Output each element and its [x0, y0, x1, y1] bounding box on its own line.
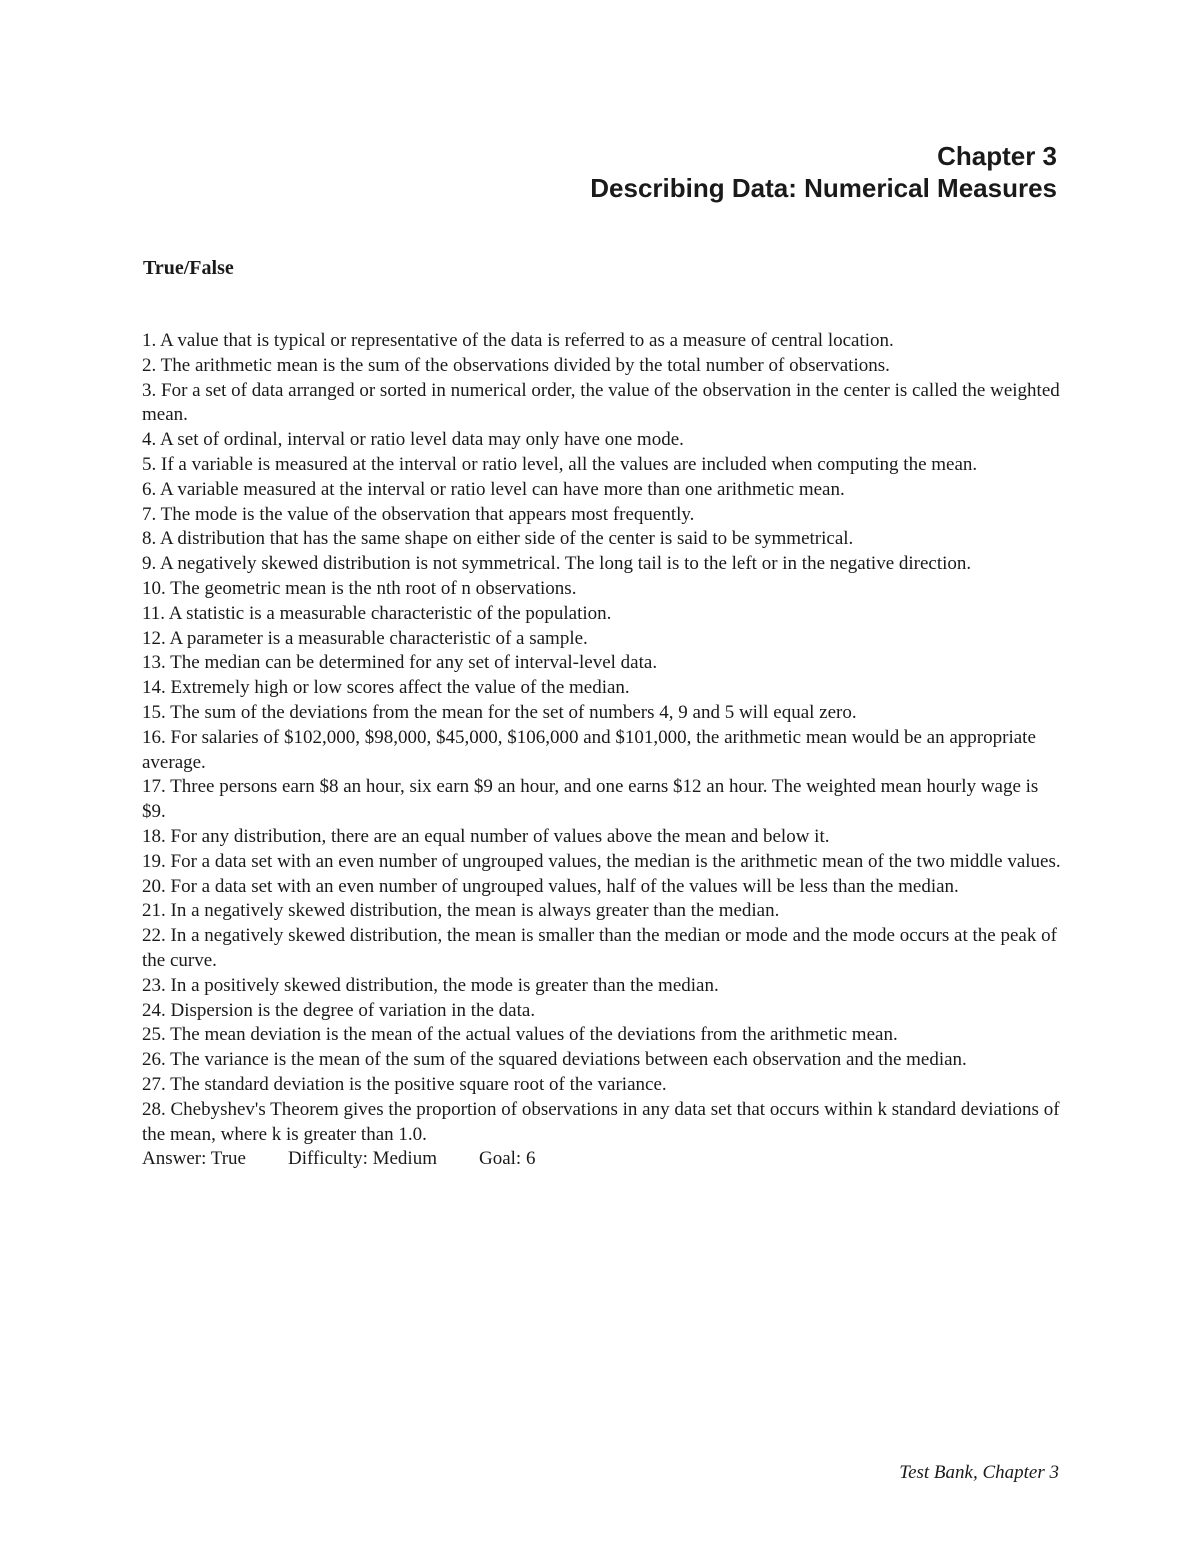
page-footer: Test Bank, Chapter 3 [899, 1462, 1059, 1483]
chapter-heading [590, 140, 1057, 204]
question-item: 26. The variance is the mean of the sum of the squared deviations between each observation and the median. [142, 1049, 967, 1071]
section-heading: True/False [143, 257, 234, 279]
question-item: 22. In a negatively skewed distribution, the mean is smaller than the median or mode and the mode occurs at the peak of the curve. [142, 925, 1057, 971]
chapter-number: Chapter 3 [937, 141, 1057, 171]
question-item: 5. If a variable is measured at the interval or ratio level, all the values are included when computing the mean. [142, 453, 978, 475]
question-item: 12. A parameter is a measurable characteristic of a sample. [142, 627, 588, 649]
question-item: 23. In a positively skewed distribution, the mode is greater than the median. [142, 974, 719, 996]
question-list [142, 329, 1062, 1172]
question-item: 8. A distribution that has the same shape on either side of the center is said to be symmetrical. [142, 528, 854, 550]
question-item: 15. The sum of the deviations from the mean for the set of numbers 4, 9 and 5 will equal zero. [142, 701, 857, 723]
question-item: 19. For a data set with an even number of ungrouped values, the median is the arithmetic mean of the two middle values. [142, 850, 1061, 872]
answer-line [142, 1147, 1062, 1172]
question-item: 28. Chebyshev's Theorem gives the proportion of observations in any data set that occurs within k standard deviations of the mean, where k is greater than 1.0. [142, 1098, 1060, 1145]
question-item: 27. The standard deviation is the positive square root of the variance. [142, 1073, 667, 1095]
difficulty-value: Difficulty: Medium [287, 1148, 437, 1170]
question-item: 9. A negatively skewed distribution is not symmetrical. The long tail is to the left or in the negative direction. [142, 553, 972, 575]
question-item: 18. For any distribution, there are an equal number of values above the mean and below it. [142, 825, 830, 847]
goal-value: Goal: 6 [478, 1148, 536, 1170]
question-item: 3. For a set of data arranged or sorted in numerical order, the value of the observation in the center is called the weighted mean. [142, 379, 1060, 426]
question-item: 10. The geometric mean is the nth root of n observations. [142, 577, 577, 599]
question-item: 16. For salaries of $102,000, $98,000, $45,000, $106,000 and $101,000, the arithmetic mean would be an appropriate average. [142, 726, 1036, 773]
question-item: 4. A set of ordinal, interval or ratio level data may only have one mode. [142, 429, 684, 451]
question-item: 13. The median can be determined for any set of interval-level data. [142, 652, 658, 674]
question-item: 1. A value that is typical or representative of the data is referred to as a measure of central location. [142, 330, 894, 351]
question-item: 21. In a negatively skewed distribution, the mean is always greater than the median. [142, 900, 780, 922]
question-item: 7. The mode is the value of the observation that appears most frequently. [142, 503, 695, 525]
question-item: 6. A variable measured at the interval or ratio level can have more than one arithmetic mean. [142, 478, 845, 500]
question-item: 17. Three persons earn $8 an hour, six earn $9 an hour, and one earns $12 an hour. The weighted mean hourly wage is $9. [142, 776, 1039, 823]
question-item: 2. The arithmetic mean is the sum of the observations divided by the total number of observations. [142, 354, 890, 376]
question-item: 20. For a data set with an even number of ungrouped values, half of the values will be less than the median. [142, 875, 959, 897]
answer-value: Answer: True [142, 1148, 246, 1170]
question-item: 14. Extremely high or low scores affect the value of the median. [142, 677, 630, 699]
question-item: 11. A statistic is a measurable characteristic of the population. [142, 602, 612, 624]
chapter-title: Describing Data: Numerical Measures [590, 173, 1057, 203]
question-item: 24. Dispersion is the degree of variation in the data. [142, 999, 536, 1021]
question-item: 25. The mean deviation is the mean of the actual values of the deviations from the arithmetic mean. [142, 1024, 898, 1046]
